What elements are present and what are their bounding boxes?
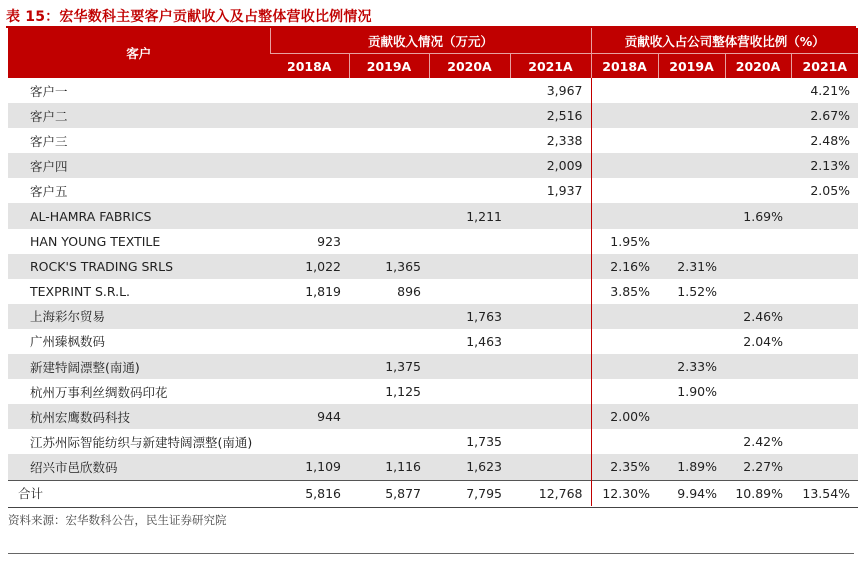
share-cell <box>658 229 725 254</box>
revenue-cell: 2,009 <box>510 153 591 178</box>
share-cell <box>658 178 725 203</box>
share-cell <box>591 429 658 454</box>
revenue-cell <box>429 279 510 304</box>
share-cell <box>591 78 658 103</box>
share-cell: 2.27% <box>725 454 791 480</box>
revenue-cell <box>349 404 429 429</box>
share-cell <box>591 153 658 178</box>
header-year-revenue-2021A: 2021A <box>510 54 591 79</box>
revenue-cell <box>349 178 429 203</box>
share-cell: 1.95% <box>591 229 658 254</box>
revenue-cell <box>429 78 510 103</box>
share-cell <box>658 153 725 178</box>
revenue-cell <box>510 404 591 429</box>
table-row <box>8 103 858 128</box>
share-cell: 13.54% <box>791 480 858 506</box>
revenue-cell <box>270 178 349 203</box>
revenue-cell <box>510 429 591 454</box>
share-cell <box>791 254 858 279</box>
share-cell <box>591 379 658 404</box>
table-row <box>8 178 858 203</box>
share-cell <box>725 404 791 429</box>
revenue-cell: 7,795 <box>429 480 510 506</box>
revenue-cell: 1,109 <box>270 454 349 480</box>
share-cell: 2.35% <box>591 454 658 480</box>
share-cell: 2.16% <box>591 254 658 279</box>
revenue-cell <box>510 229 591 254</box>
share-cell <box>791 354 858 379</box>
revenue-cell <box>349 203 429 228</box>
header-year-share-2020A: 2020A <box>725 54 791 79</box>
revenue-cell: 1,937 <box>546 183 583 199</box>
customer-name: 新建特阔漂整(南通) <box>8 354 270 379</box>
revenue-cell <box>349 153 429 178</box>
share-cell <box>725 254 791 279</box>
table-bottom-rule <box>8 507 858 508</box>
revenue-cell <box>270 203 349 228</box>
share-cell: 2.13% <box>791 153 858 178</box>
customer-name: AL-HAMRA FABRICS <box>8 203 270 228</box>
share-cell <box>658 329 725 354</box>
header-customer: 客户 <box>8 28 270 78</box>
table-row <box>8 329 858 354</box>
share-cell <box>591 354 658 379</box>
header-revenue-group: 贡献收入情况（万元） <box>270 28 591 54</box>
revenue-cell <box>510 203 591 228</box>
revenue-cell: 3,967 <box>546 83 583 99</box>
customer-name: TEXPRINT S.R.L. <box>30 283 131 299</box>
revenue-cell: 1,211 <box>429 203 510 228</box>
share-cell: 12.30% <box>591 480 658 506</box>
revenue-cell: 896 <box>397 283 421 299</box>
footer-rule <box>8 553 854 554</box>
share-cell: 2.33% <box>658 354 725 379</box>
share-cell <box>725 128 791 153</box>
share-cell <box>791 379 858 404</box>
share-cell <box>725 153 791 178</box>
table-row <box>8 454 858 480</box>
share-cell: 2.05% <box>810 183 851 199</box>
customer-name: 杭州万事利丝绸数码印花 <box>30 384 168 400</box>
share-cell <box>725 103 791 128</box>
share-cell <box>725 354 791 379</box>
share-cell: 3.85% <box>591 279 658 304</box>
customer-name: 广州臻枫数码 <box>30 334 106 350</box>
revenue-cell: 5,816 <box>270 480 349 506</box>
header-share-group: 贡献收入占公司整体营收比例（%） <box>591 28 858 54</box>
share-cell <box>791 454 858 480</box>
revenue-cell <box>510 354 591 379</box>
header-year-revenue-2020A: 2020A <box>429 54 510 79</box>
customer-name: 江苏州际智能纺织与新建特阔漂整(南通) <box>30 434 253 450</box>
revenue-cell <box>349 78 429 103</box>
revenue-cell <box>510 279 591 304</box>
revenue-cell: 1,375 <box>349 354 429 379</box>
share-cell: 9.94% <box>658 480 725 506</box>
customer-name: 绍兴市邑欣数码 <box>8 454 270 480</box>
revenue-cell <box>270 78 349 103</box>
revenue-cell <box>270 354 349 379</box>
revenue-cell: 1,819 <box>305 283 341 299</box>
revenue-cell <box>270 304 349 329</box>
revenue-cell: 2,338 <box>546 133 583 149</box>
revenue-cell <box>349 304 429 329</box>
revenue-cell: 1,463 <box>466 333 502 349</box>
share-cell <box>725 178 791 203</box>
header-year-revenue-2019A: 2019A <box>349 54 429 79</box>
revenue-cell: 1,125 <box>385 384 421 400</box>
share-cell <box>591 304 658 329</box>
share-cell <box>591 178 658 203</box>
header-year-share-2018A: 2018A <box>591 54 658 79</box>
customer-name: 客户四 <box>8 153 270 178</box>
revenue-cell <box>510 304 591 329</box>
total-row <box>8 480 858 506</box>
revenue-cell <box>429 379 510 404</box>
table-row <box>8 304 858 329</box>
revenue-cell <box>349 329 429 354</box>
share-cell: 10.89% <box>725 480 791 506</box>
share-cell <box>791 429 858 454</box>
customer-name: 客户二 <box>8 103 270 128</box>
revenue-cell <box>349 429 429 454</box>
revenue-cell: 5,877 <box>349 480 429 506</box>
revenue-cell <box>349 103 429 128</box>
revenue-cell: 12,768 <box>510 480 591 506</box>
customer-name: 杭州宏鹰数码科技 <box>8 404 270 429</box>
revenue-cell <box>510 379 591 404</box>
share-cell: 2.04% <box>743 333 784 349</box>
share-cell: 2.48% <box>810 133 851 149</box>
share-cell <box>591 203 658 228</box>
revenue-cell <box>349 229 429 254</box>
revenue-cell <box>270 153 349 178</box>
table-row <box>8 379 858 404</box>
share-cell <box>658 103 725 128</box>
header-year-share-2019A: 2019A <box>658 54 725 79</box>
customer-name: 客户五 <box>30 183 68 199</box>
revenue-cell <box>429 229 510 254</box>
share-cell: 1.52% <box>677 283 718 299</box>
revenue-cell: 923 <box>317 233 341 249</box>
share-cell <box>791 404 858 429</box>
share-cell: 4.21% <box>810 83 851 99</box>
table-row <box>8 354 858 379</box>
share-cell <box>591 128 658 153</box>
revenue-cell: 1,735 <box>466 434 502 450</box>
share-cell <box>658 429 725 454</box>
table-row <box>8 254 858 279</box>
revenue-cell <box>429 153 510 178</box>
customer-revenue-table <box>8 28 858 506</box>
share-cell <box>725 379 791 404</box>
table-row <box>8 203 858 228</box>
share-cell <box>791 304 858 329</box>
share-cell <box>658 128 725 153</box>
revenue-cell: 1,623 <box>429 454 510 480</box>
revenue-cell <box>510 329 591 354</box>
share-cell <box>791 203 858 228</box>
revenue-cell <box>429 254 510 279</box>
share-cell: 1.89% <box>658 454 725 480</box>
revenue-cell: 1,365 <box>349 254 429 279</box>
revenue-cell <box>270 103 349 128</box>
share-cell <box>725 229 791 254</box>
share-cell <box>791 329 858 354</box>
share-cell: 2.42% <box>743 434 784 450</box>
customer-name: 合计 <box>8 480 270 506</box>
share-cell <box>658 404 725 429</box>
share-cell <box>658 78 725 103</box>
share-cell: 1.90% <box>677 384 718 400</box>
revenue-cell <box>429 354 510 379</box>
header-year-share-2021A: 2021A <box>791 54 858 79</box>
share-cell <box>791 229 858 254</box>
customer-name: 上海彩尔贸易 <box>8 304 270 329</box>
table-row <box>8 78 858 103</box>
table-row <box>8 404 858 429</box>
share-cell <box>591 103 658 128</box>
revenue-cell <box>429 178 510 203</box>
table-row <box>8 229 858 254</box>
share-cell: 2.46% <box>725 304 791 329</box>
revenue-cell <box>270 128 349 153</box>
table-title: 表 15：宏华数科主要客户贡献收入及占整体营收比例情况 <box>6 9 372 25</box>
revenue-cell: 1,116 <box>349 454 429 480</box>
share-cell: 2.00% <box>591 404 658 429</box>
table-row <box>8 279 858 304</box>
revenue-cell <box>270 379 349 404</box>
revenue-cell <box>270 329 349 354</box>
table-row <box>8 429 858 454</box>
revenue-cell <box>349 128 429 153</box>
share-cell <box>591 329 658 354</box>
revenue-cell <box>429 103 510 128</box>
share-cell: 2.67% <box>791 103 858 128</box>
revenue-cell: 2,516 <box>510 103 591 128</box>
customer-name: HAN YOUNG TEXTILE <box>30 233 161 249</box>
customer-name: 客户三 <box>30 133 68 149</box>
header-year-revenue-2018A: 2018A <box>270 54 349 79</box>
customer-name: ROCK'S TRADING SRLS <box>8 254 270 279</box>
share-cell <box>725 78 791 103</box>
table-row <box>8 153 858 178</box>
customer-name: 客户一 <box>30 83 68 99</box>
revenue-cell <box>429 404 510 429</box>
share-cell <box>791 279 858 304</box>
share-cell <box>725 279 791 304</box>
revenue-cell <box>270 429 349 454</box>
share-cell: 2.31% <box>658 254 725 279</box>
revenue-cell <box>510 254 591 279</box>
revenue-cell <box>510 454 591 480</box>
table-row <box>8 128 858 153</box>
revenue-cell: 1,022 <box>270 254 349 279</box>
share-cell <box>658 304 725 329</box>
share-cell <box>658 203 725 228</box>
source-note: 资料来源：宏华数科公告，民生证券研究院 <box>8 513 227 527</box>
share-cell: 1.69% <box>725 203 791 228</box>
revenue-cell: 1,763 <box>429 304 510 329</box>
revenue-cell <box>429 128 510 153</box>
revenue-cell: 944 <box>270 404 349 429</box>
